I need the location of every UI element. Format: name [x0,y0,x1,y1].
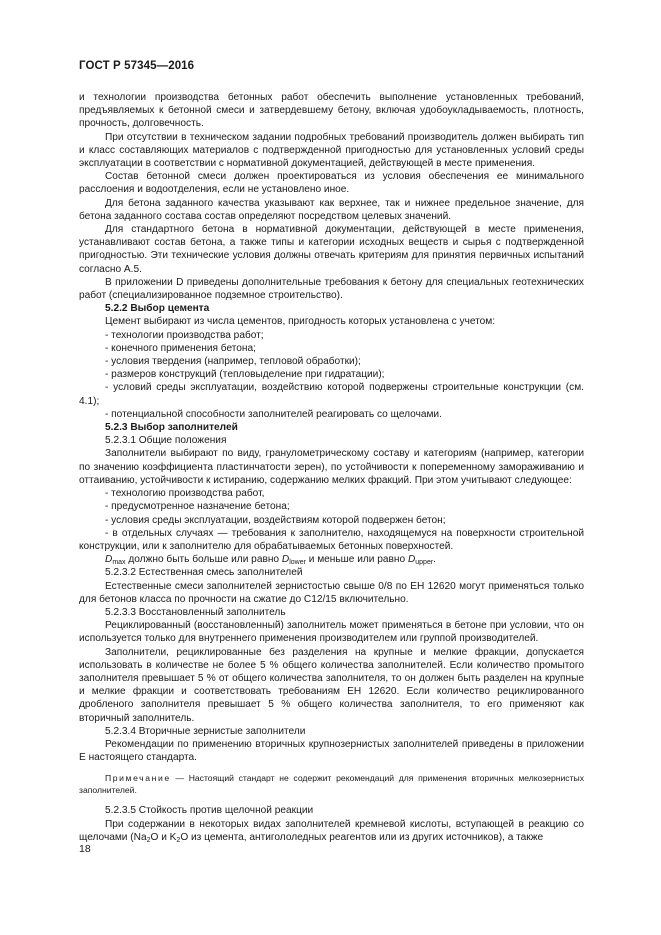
list-item: - предусмотренное назначение бетона; [105,501,290,513]
section-heading-5-2-2: 5.2.2 Выбор цемента [105,303,210,315]
paragraph: Естественные смеси заполнителей зернистостью свыше 0/8 по ЕН 12620 могут применяться только для бетонов класса по прочности на сжатие до С12/15 включительно. [79,580,584,605]
paragraph: Цемент выбирают из числа цементов, пригодность которых установлена с учетом: [105,316,496,328]
note [79,772,584,796]
subscript-lower: lower [289,559,306,567]
paragraph [79,818,584,844]
formula-text: . [433,554,436,566]
paragraph: Для бетона заданного качества указывают как верхнее, так и нижнее предельное значение, для бетона заданного состава состав определяют посредством целевых значений. [79,197,584,222]
list-item: - условий среды эксплуатации, воздействию которой подвержены строительные конструкции (см. 4.1); [79,382,584,407]
formula-text: должно быть больше или равно [125,554,282,566]
paragraph: и технологии производства бетонных работ обеспечить выполнение установленных требований, предъявляемых к бетонной смеси и затвердевшему бетону, включая удобоукладываемость, плотность, прочность, долговечность. [79,92,584,130]
list-item: - потенциальной способности заполнителей реагировать со щелочами. [105,408,442,420]
paragraph-text: O и K [150,831,177,843]
paragraph: Для стандартного бетона в нормативной документации, действующей в месте применения, устанавливают состав бетона, а также типы и категории исходных веществ и сырья с подтвержденной пригодностью. Эти технические условия должны отвечать критериям для принятия первичных испытаний согласно А.5. [79,224,584,275]
paragraph: В приложении D приведены дополнительные требования к бетону для специальных геотехнических работ (специализированное подземное строительство). [79,276,584,302]
subsection-heading-5-2-3-1: 5.2.3.1 Общие положения [105,435,227,447]
paragraph: При отсутствии в техническом задании подробных требований производитель должен выбирать тип и класс составляющих материалов с подтвержденной пригодностью для установленных условий среды эксплуатации в соответствии с нормативной документацией, действующей в месте применения. [79,131,584,170]
list-item: - условия среды эксплуатации, воздействиям которой подвержен бетон; [105,514,446,526]
document-body [79,91,584,844]
subscript: 2 [146,836,151,844]
subsection-heading-5-2-3-5: 5.2.3.5 Стойкость против щелочной реакции [105,805,314,817]
list-item: - размеров конструкций (тепловыделение при гидратации); [105,369,385,381]
note-text: — Настоящий стандарт не содержит рекомендаций для применения вторичных мелкозернистых заполнителей. [79,773,584,796]
paragraph: Рециклированный (восстановленный) заполнитель может применяться в бетоне при условии, что он используется только для внутреннего применения производителем или группой производителей. [79,620,584,645]
list-item: - технологию производства работ, [105,488,265,500]
note-label: Примечание [105,773,171,784]
subsection-heading-5-2-3-4: 5.2.3.4 Вторичные зернистые заполнители [105,725,306,737]
subscript-max: max [112,559,126,567]
subsection-heading-5-2-3-2: 5.2.3.2 Естественная смесь заполнителей [105,567,303,579]
paragraph: Состав бетонной смеси должен проектироваться из условия обеспечения ее минимального расслоения и водоотделения, если не установлено иное. [79,171,584,196]
paragraph-text: При содержании в некоторых видах заполнителей кремневой кислоты, вступающей в реакцию со щелочами (Na [79,818,584,843]
d-symbol: D [105,554,113,566]
subscript-upper: upper [415,559,434,567]
list-item: - технологии производства работ; [105,329,264,341]
subscript: 2 [176,836,181,844]
document-header: ГОСТ Р 57345—2016 [79,60,195,72]
section-heading-5-2-3: 5.2.3 Выбор заполнителей [105,422,238,434]
list-item: - условия твердения (например, тепловой обработки); [105,356,361,368]
paragraph-text: O из цемента, антигололедных реагентов или из других источников), а также [180,831,544,843]
list-item: - в отдельных случаях — требования к заполнителю, находящемуся на поверхности строительной конструкции, или к заполнителю для обрабатываемых бетонных поверхностей. [79,527,584,552]
subsection-heading-5-2-3-3: 5.2.3.3 Восстановленный заполнитель [105,606,286,618]
dmax-formula [79,553,584,566]
d-symbol: D [407,554,416,566]
paragraph: Рекомендации по применению вторичных крупнозернистых заполнителей приведены в приложении Е настоящего стандарта. [79,738,584,764]
list-item: - конечного применения бетона; [105,342,256,354]
page-number: 18 [79,843,91,855]
paragraph: Заполнители, рециклированные без разделения на крупные и мелкие фракции, допускается использовать в количестве не более 5 % общего количества заполнителей. Если количество промытого заполнителя превышает 5 % от общего количества заполнителя, то он должен быть разделен на крупные и мелкие фракции и соответствовать требованиям ЕН 12620. Если количество рециклированного дробленого заполнителя превышает 5 % общего количества заполнителя, то его применяют как вторичный заполнитель. [79,646,584,724]
paragraph: Заполнители выбирают по виду, гранулометрическому составу и категориям (например, категории по значению коэффициента пластинчатости зерен), по устойчивости к попеременному замораживанию и оттаиванию, устойчивости к истиранию, содержанию мелких фракций. При этом учитывают следующее: [79,448,584,486]
d-symbol: D [281,554,290,566]
formula-text: и меньше или равно [305,554,408,566]
